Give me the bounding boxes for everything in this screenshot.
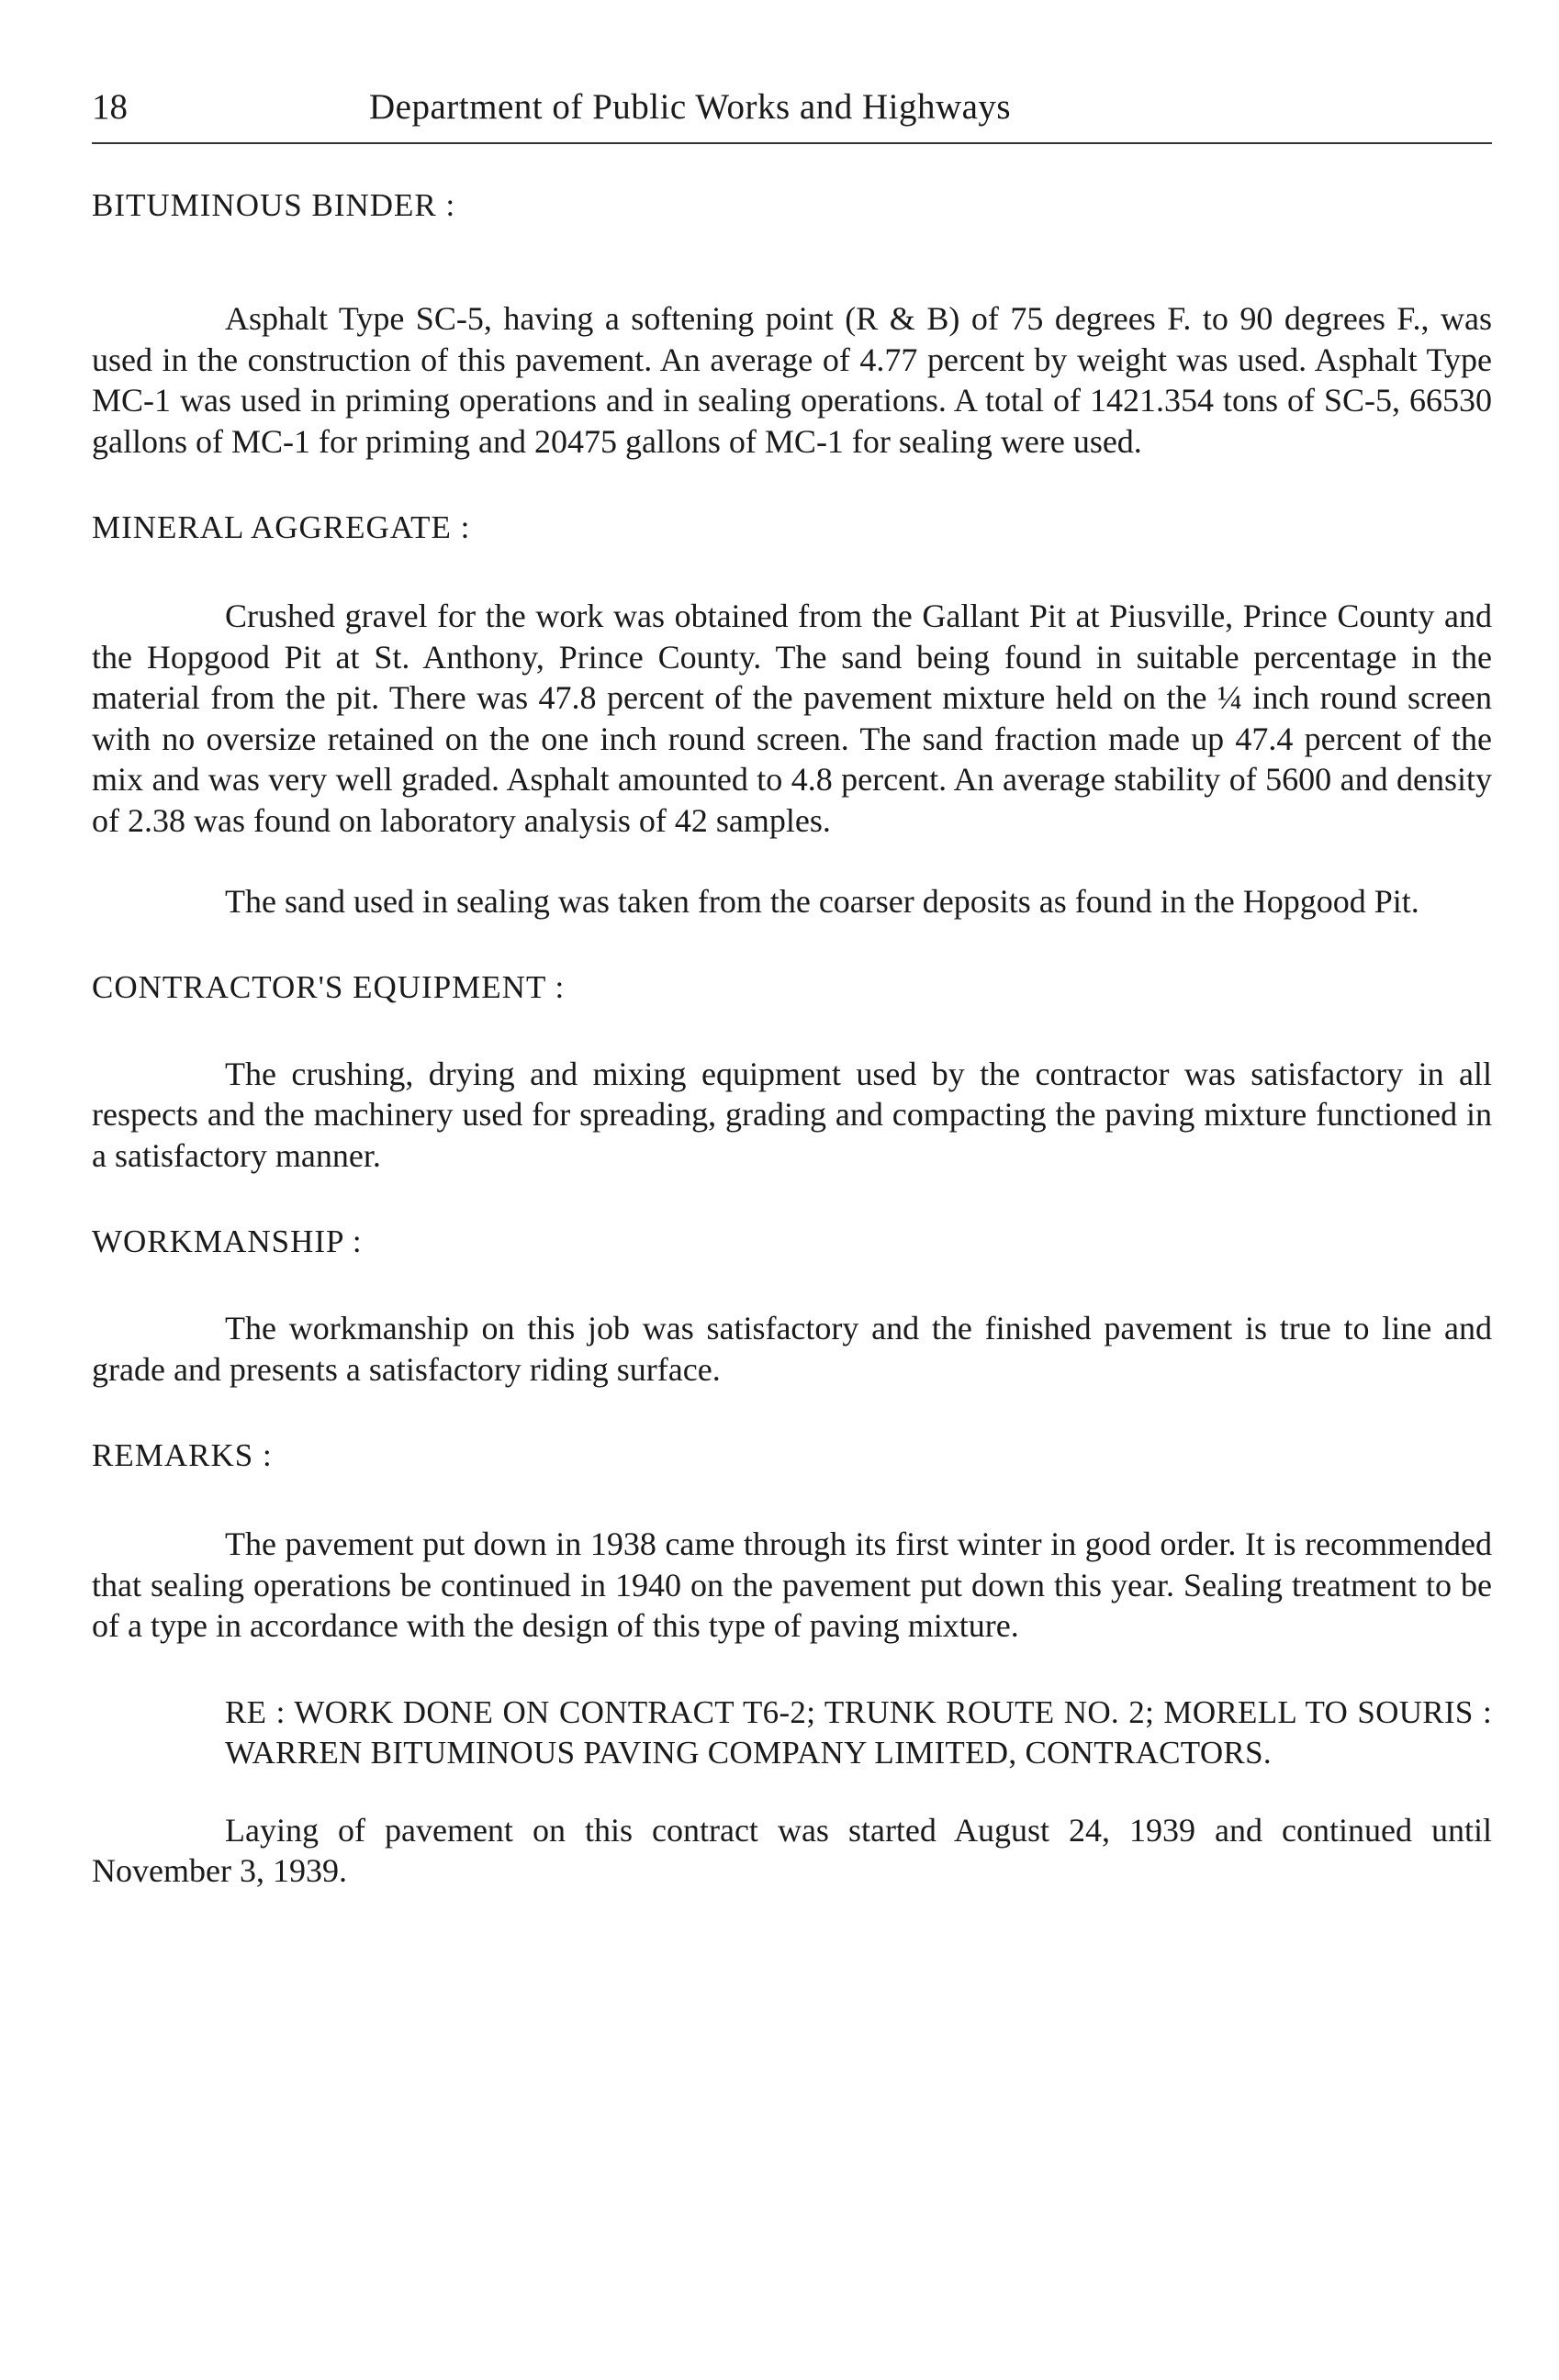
page-body: [92, 184, 1492, 1892]
contract-title: RE : WORK DONE ON CONTRACT T6-2; TRUNK ROUTE NO. 2; MORELL TO SOURIS : WARREN BITUMINOUS PAVING COMPANY LIMITED, CONTRACTORS.: [225, 1693, 1492, 1771]
body-paragraph: Asphalt Type SC-5, having a softening point (R & B) of 75 degrees F. to 90 degrees F., was used in the construction of this pavement. An average of 4.77 percent by weight was used. Asphalt Type MC-1 was used in priming operations and in sealing operations. A total of 1421.354 tons of SC-5, 66530 gallons of MC-1 for priming and 20475 gallons of MC-1 for sealing were used.: [92, 300, 1492, 460]
body-paragraph: The crushing, drying and mixing equipment used by the contractor was satisfactory in all respects and the machinery used for spreading, grading and compacting the paving mixture functioned in a satisfactory manner.: [92, 1055, 1492, 1174]
contract-paragraph: Laying of pavement on this contract was started August 24, 1939 and continued until November 3, 1939.: [92, 1811, 1492, 1889]
contract-section: [92, 1693, 1492, 1892]
section-contractors-equipment: [92, 966, 1492, 1177]
body-paragraph: The pavement put down in 1938 came through its first winter in good order. It is recommended that sealing operations be continued in 1940 on the pavement put down this year. Sealing treatment to be of a type in accordance with the design of this type of paving mixture.: [92, 1525, 1492, 1644]
section-remarks: [92, 1434, 1492, 1647]
body-paragraph: Crushed gravel for the work was obtained from the Gallant Pit at Piusville, Prince County and the Hopgood Pit at St. Anthony, Prince County. The sand being found in suitable percentage in the material from the pit. There was 47.8 percent of the pavement mixture held on the ¼ inch round screen with no oversize retained on the one inch round screen. The sand fraction made up 47.4 percent of the mix and was very well graded. Asphalt amounted to 4.8 percent. An average stability of 5600 and density of 2.38 was found on laboratory analysis of 42 samples.: [92, 598, 1492, 839]
body-paragraph: The workmanship on this job was satisfactory and the finished pavement is true to line and grade and presents a satisfactory riding surface.: [92, 1310, 1492, 1388]
section-heading: MINERAL AGGREGATE :: [92, 509, 471, 545]
section-mineral-aggregate: [92, 506, 1492, 922]
section-heading: REMARKS :: [92, 1437, 273, 1473]
section-bituminous-binder: [92, 184, 1492, 462]
header-rule: [92, 142, 1492, 144]
running-head: [92, 84, 1492, 130]
section-workmanship: [92, 1220, 1492, 1390]
section-heading: BITUMINOUS BINDER :: [92, 187, 456, 223]
body-paragraph: The sand used in sealing was taken from the coarser deposits as found in the Hopgood Pit.: [225, 883, 1419, 920]
page-number: 18: [92, 87, 128, 127]
section-heading: WORKMANSHIP :: [92, 1224, 363, 1259]
running-title: Department of Public Works and Highways: [369, 87, 1012, 127]
section-heading: CONTRACTOR'S EQUIPMENT :: [92, 968, 566, 1005]
